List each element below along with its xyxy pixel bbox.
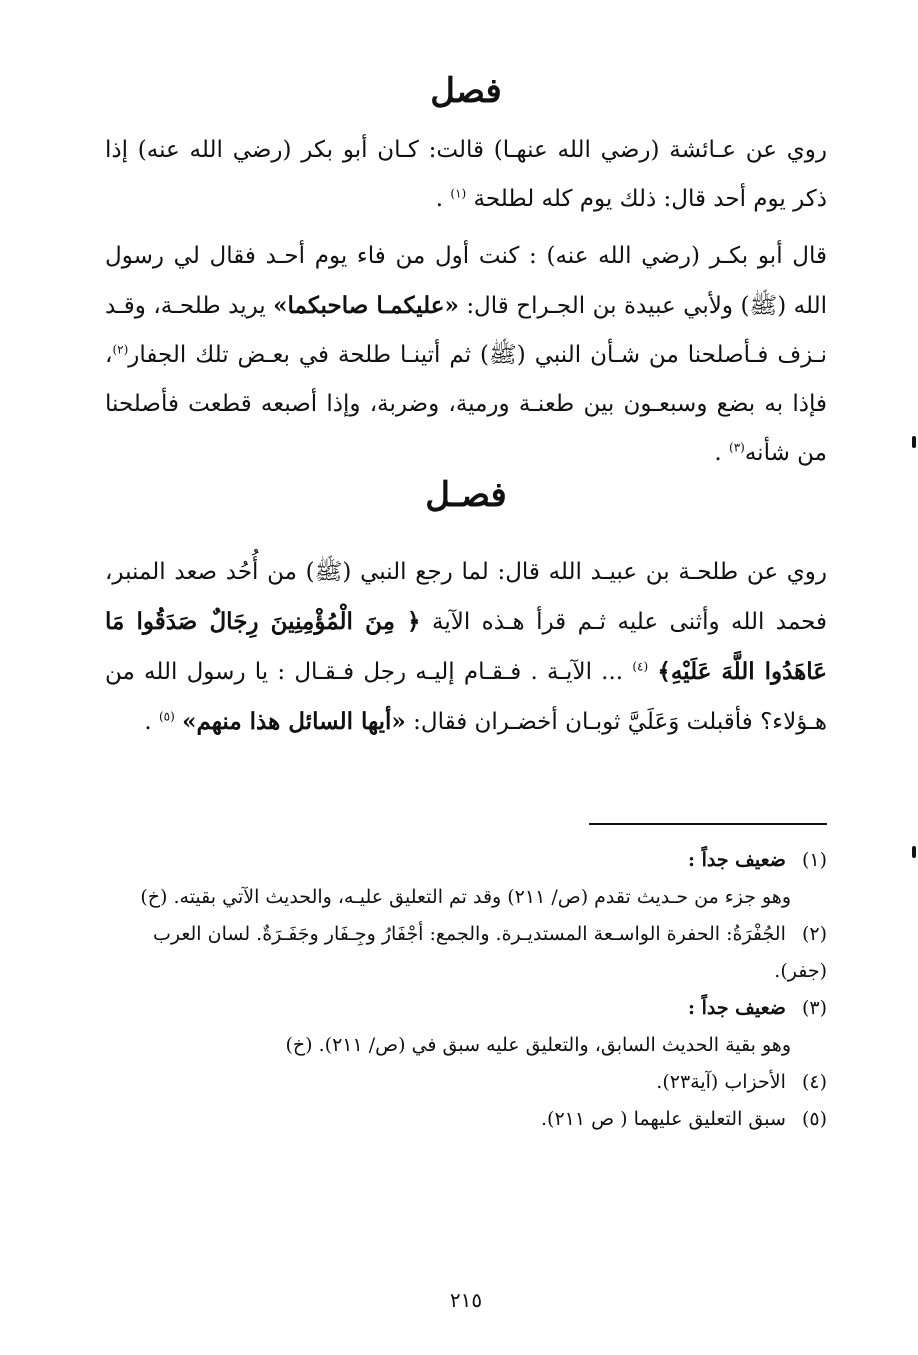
footnote-ref[interactable]: (١)	[450, 186, 467, 201]
paragraph-text: قال أبو بكـر (رضي الله عنه) : كنت أول من فاء يوم أحـد فقال لي رسول الله (ﷺ) ولأبي عبيدة بن الجـراح قال:	[105, 243, 828, 319]
paragraph-end: .	[714, 440, 722, 466]
footnote-text: الجُفْرَةُ: الحفرة الواسـعة المستديـرة. والجمع: أجْفَارُ وجِـفَار وجَفَـرَةٌ. لسان العرب (جفر).	[152, 923, 827, 982]
footnote-ref[interactable]: (٥)	[158, 709, 175, 724]
footnote-grade: ضعيف جداً :	[687, 997, 786, 1019]
quran-verse: ﴿ مِنَ الْمُؤْمِنِينَ رِجَالٌ صَدَقُوا مَا عَاهَدُوا اللَّهَ عَلَيْهِ﴾	[105, 608, 828, 685]
footnote-number: (٤)	[801, 1071, 827, 1093]
footnote-ref[interactable]: (٤)	[632, 659, 649, 674]
paragraph-text: يريد طلحـة، وقـد نـزف فـأصلحنا من شـأن النبي (ﷺ) ثم أتينـا طلحة في بعـض تلك الجفار	[105, 293, 827, 368]
footnote-number: (٥)	[801, 1108, 827, 1130]
paragraph-end: .	[144, 709, 152, 735]
footnotes	[105, 842, 827, 1138]
paragraph-text: روي عن طلحـة بن عبيـد الله قال: لما رجع النبي (ﷺ) من أُحُد صعد المنبر، فحمد الله وأثنى عليه ثـم قرأ هـذه الآية	[105, 559, 828, 635]
scan-speck	[912, 436, 916, 448]
footnote-body: وهو بقية الحديث السابق، والتعليق عليه سبق في (ص/ ٢١١). (خ)	[285, 1034, 791, 1056]
paragraph-end: .	[435, 186, 444, 212]
footnote-number: (٣)	[801, 997, 827, 1019]
footnote-ref[interactable]: (٢)	[112, 342, 129, 357]
paragraph	[105, 548, 827, 747]
paragraph-text: روي عن عـائشة (رضي الله عنهـا) قالت: كـان أبو بكر (رضي الله عنه) إذا ذكر يوم أحد قال: ذلك يوم كله لطلحة	[105, 137, 827, 212]
footnote-body: وهو جزء من حـديث تقدم (ص/ ٢١١) وقد تم التعليق عليـه، والحديث الآتي بقيته. (خ)	[140, 886, 791, 908]
footnote-number: (١)	[801, 849, 827, 871]
prophet-quote: «أيها السائل هذا منهم»	[182, 708, 406, 735]
footnote-ref[interactable]: (٣)	[729, 440, 745, 455]
footnote-grade: ضعيف جداً :	[687, 849, 786, 871]
section-title: فصل	[430, 71, 502, 111]
footnote-text: الأحزاب (آية٢٣).	[656, 1071, 786, 1093]
footnote-item	[105, 1101, 827, 1138]
footnote-text: سبق التعليق عليهما ( ص ٢١١).	[541, 1108, 786, 1130]
paragraph-text: ، فإذا به بضع وسبعـون بين طعنـة ورمية، وضربة، وإذا أصبعه قطعت فأصلحنا من شأنه	[105, 342, 827, 466]
footnote-item	[105, 916, 827, 990]
footnote-divider	[589, 823, 827, 825]
page-number: ٢١٥	[449, 1288, 483, 1312]
section-title: فصـل	[425, 475, 507, 515]
footnote-item	[105, 842, 827, 879]
book-page	[105, 0, 827, 1355]
scan-speck	[912, 846, 916, 858]
footnote-number: (٢)	[801, 923, 827, 945]
prophet-quote: «عليكمـا صاحبكما»	[273, 292, 459, 319]
paragraph-text: ... الآيـة . فـقـام إليـه رجل فـقـال : يا رسول الله من هـؤلاء؟ فأقبلت وَعَلَيَّ ثوبـان أخضـران فقال:	[105, 659, 827, 735]
paragraph	[105, 126, 827, 224]
paragraph	[105, 232, 827, 478]
footnote-item	[105, 1064, 827, 1101]
footnote-item	[105, 990, 827, 1027]
